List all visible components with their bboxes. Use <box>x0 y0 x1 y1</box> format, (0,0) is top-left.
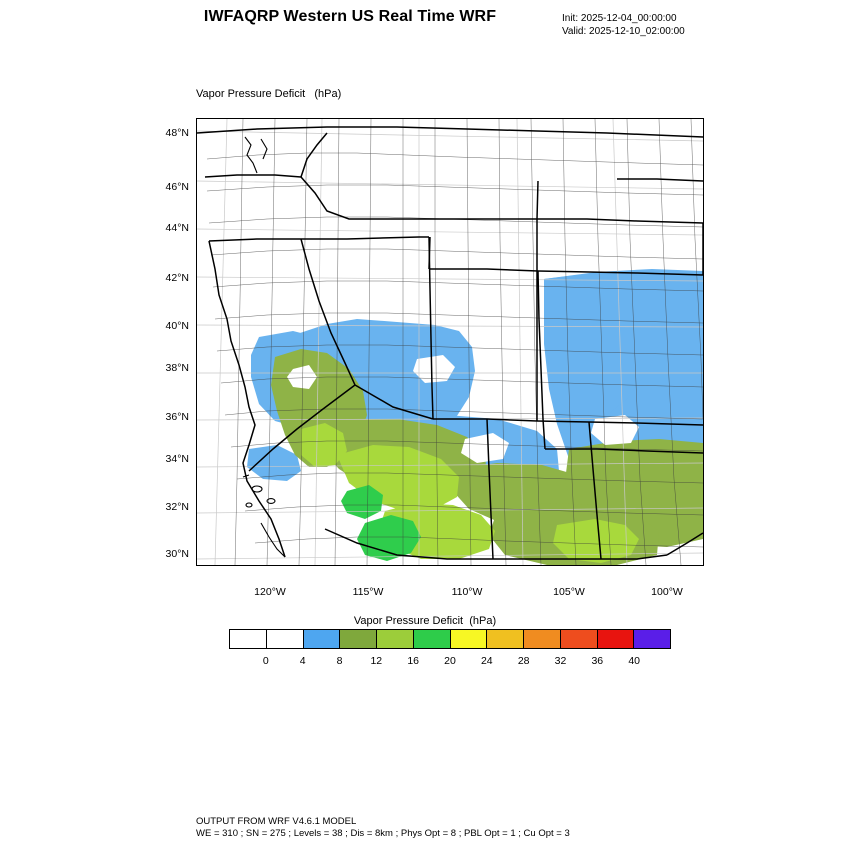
colorbar-tick-2: 8 <box>336 655 343 667</box>
init-time: Init: 2025-12-04_00:00:00 <box>562 13 677 24</box>
colorbar-tick-8: 32 <box>554 655 567 667</box>
map-plot-area <box>196 118 704 566</box>
valid-time: Valid: 2025-12-10_02:00:00 <box>562 26 685 37</box>
colorbar-swatch-8 <box>524 630 561 648</box>
y-tick-44N: 44°N <box>165 222 189 234</box>
model-output-info <box>196 816 570 840</box>
y-tick-46N: 46°N <box>165 181 189 193</box>
colorbar-swatch-1 <box>267 630 304 648</box>
colorbar-swatch-10 <box>598 630 635 648</box>
footer-line-1: OUTPUT FROM WRF V4.6.1 MODEL <box>196 816 357 827</box>
y-tick-34N: 34°N <box>165 453 189 465</box>
x-tick-120W: 120°W <box>254 586 286 598</box>
colorbar-swatch-0 <box>230 630 267 648</box>
colorbar-tick-10: 40 <box>628 655 641 667</box>
colorbar-title: Vapor Pressure Deficit (hPa) <box>353 615 497 627</box>
y-tick-38N: 38°N <box>165 362 189 374</box>
colorbar-tick-5: 20 <box>444 655 456 667</box>
colorbar-tick-labels <box>229 655 671 671</box>
y-tick-40N: 40°N <box>165 320 189 332</box>
colorbar-tick-1: 4 <box>299 655 306 667</box>
x-tick-110W: 110°W <box>451 586 483 598</box>
y-tick-48N: 48°N <box>165 127 189 139</box>
colorbar-tick-7: 28 <box>517 655 530 667</box>
colorbar-tick-4: 16 <box>407 655 420 667</box>
footer-line-2: WE = 310 ; SN = 275 ; Levels = 38 ; Dis = 8km ; Phys Opt = 8 ; PBL Opt = 1 ; Cu Opt = 3 <box>196 828 570 839</box>
colorbar <box>229 629 671 649</box>
y-tick-30N: 30°N <box>165 548 189 560</box>
x-tick-115W: 115°W <box>352 586 384 598</box>
colorbar-swatch-2 <box>304 630 341 648</box>
colorbar-swatch-3 <box>340 630 377 648</box>
run-info <box>562 12 685 38</box>
colorbar-swatch-6 <box>451 630 488 648</box>
colorbar-swatch-11 <box>634 630 670 648</box>
colorbar-swatch-7 <box>487 630 524 648</box>
y-tick-36N: 36°N <box>165 411 189 423</box>
colorbar-tick-6: 24 <box>480 655 493 667</box>
y-tick-32N: 32°N <box>165 501 189 513</box>
plot-title: Vapor Pressure Deficit (hPa) <box>196 88 342 100</box>
map-canvas <box>197 119 703 565</box>
page-title: IWFAQRP Western US Real Time WRF <box>203 8 497 25</box>
x-tick-100W: 100°W <box>651 586 683 598</box>
x-tick-105W: 105°W <box>553 586 585 598</box>
colorbar-swatch-5 <box>414 630 451 648</box>
colorbar-tick-3: 12 <box>370 655 383 667</box>
y-tick-42N: 42°N <box>165 272 189 284</box>
colorbar-tick-0: 0 <box>262 655 269 667</box>
colorbar-tick-9: 36 <box>591 655 604 667</box>
colorbar-swatch-9 <box>561 630 598 648</box>
colorbar-swatch-4 <box>377 630 414 648</box>
